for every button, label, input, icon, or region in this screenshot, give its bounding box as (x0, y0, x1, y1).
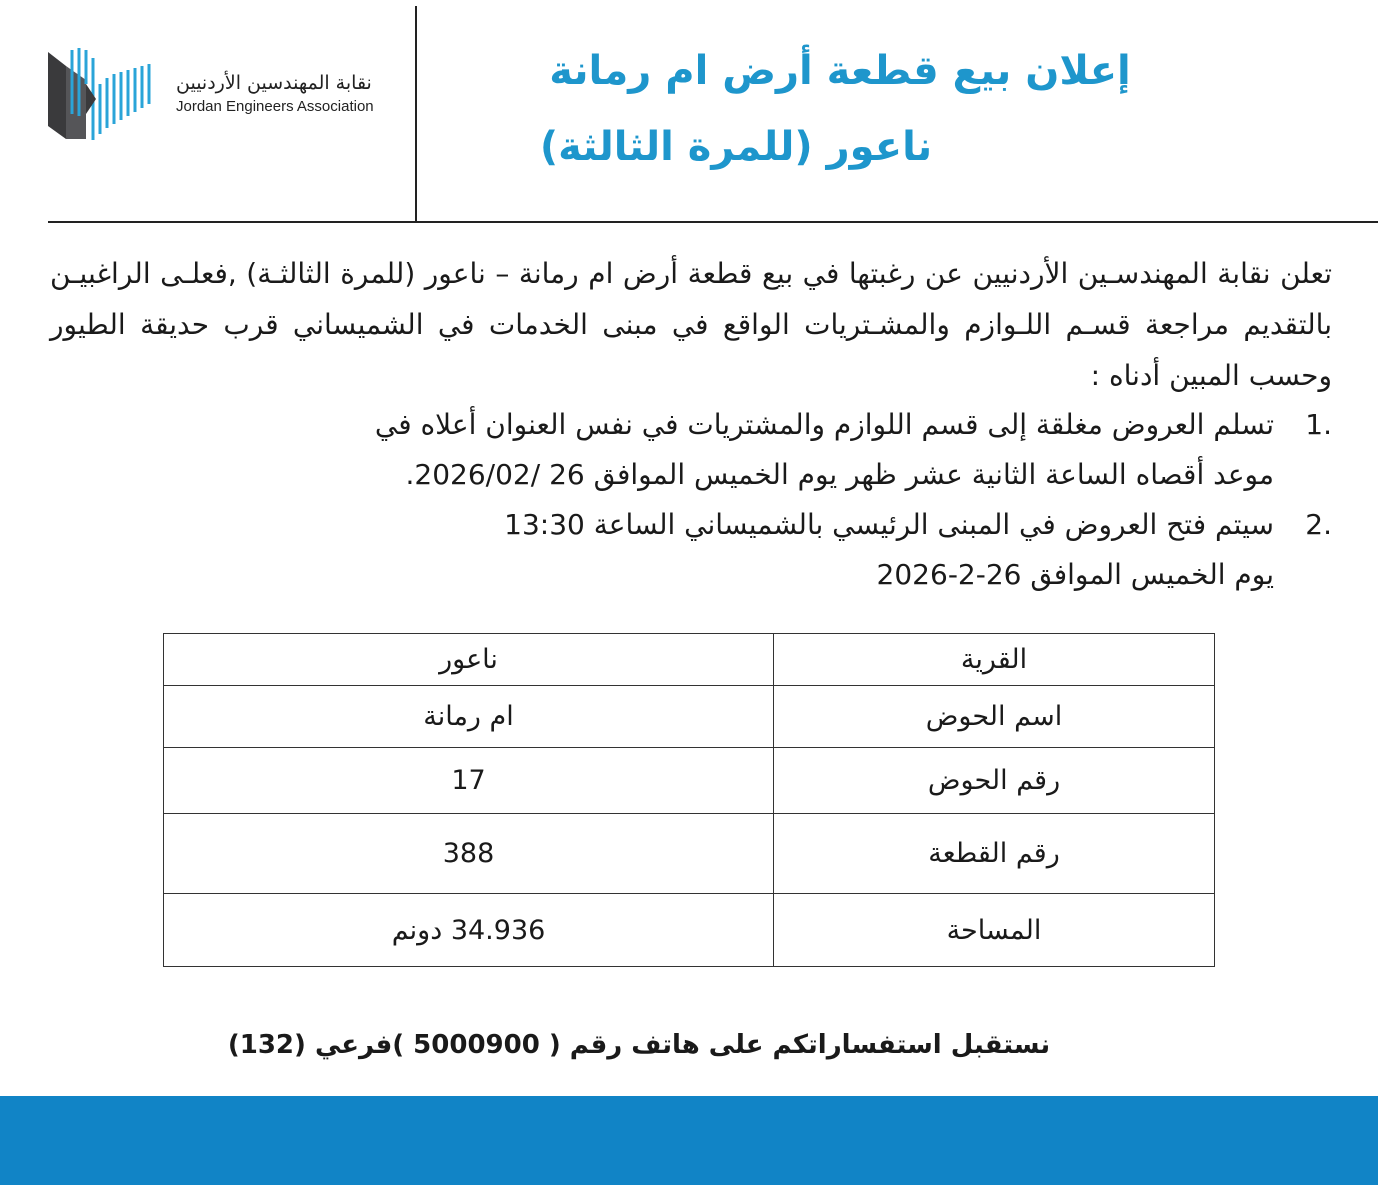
list-item-line: سيتم فتح العروض في المبنى الرئيسي بالشميساني الساعة 13:30 (504, 508, 1274, 541)
table-row (164, 814, 1215, 894)
table-cell-value: 17 (164, 748, 774, 814)
table-cell-key: رقم القطعة (774, 814, 1215, 894)
intro-paragraph: تعلن نقابة المهندسـين الأردنيين عن رغبتها في بيع قطعة أرض ام رمانة – ناعور (للمرة الثالثـة) ,فعلـى الراغبيـن بالتقديم مراجعة قسـم اللـوازم والمشـتريات الواقع في مبنى الخدمات في الشميساني قرب حديقة الطيور وحسب المبين أدناه : (50, 257, 1332, 392)
list-item-line: تسلم العروض مغلقة إلى قسم اللوازم والمشتريات في نفس العنوان أعلاه في (374, 408, 1274, 441)
table-row (164, 686, 1215, 748)
logo-arabic-name: نقابة المهندسين الأردنيين (176, 72, 372, 94)
logo (46, 44, 406, 144)
list-item (50, 500, 1332, 600)
list-item-line: موعد أقصاه الساعة الثانية عشر ظهر يوم الخميس الموافق 26 /2026/02. (405, 458, 1274, 491)
header-divider-vertical (415, 6, 417, 222)
list-item-line: يوم الخميس الموافق 26-2-2026 (876, 558, 1274, 591)
table-cell-value: 34.936 دونم (164, 894, 774, 967)
footer-bar (0, 1096, 1378, 1185)
list-item (50, 400, 1332, 500)
logo-english-name: Jordan Engineers Association (176, 98, 374, 115)
table-cell-value: 388 (164, 814, 774, 894)
header-divider-horizontal (48, 221, 1378, 223)
list-item-number: 2. (1305, 508, 1332, 541)
page-title-line2: ناعور (للمرة الثالثة) (539, 124, 933, 170)
table-cell-key: القرية (774, 634, 1215, 686)
contact-info: نستقبل استفساراتكم على هاتف رقم ( 5000900 )فرعي (132) (227, 1030, 1051, 1060)
table-cell-key: المساحة (774, 894, 1215, 967)
table-cell-key: رقم الحوض (774, 748, 1215, 814)
table-row (164, 894, 1215, 967)
jea-logo-icon (46, 44, 156, 144)
table-cell-value: ام رمانة (164, 686, 774, 748)
list-item-number: 1. (1305, 408, 1332, 441)
table-row (164, 748, 1215, 814)
page-title-line1: إعلان بيع قطعة أرض ام رمانة (549, 48, 1131, 94)
conditions-list (50, 400, 1332, 600)
table-row (164, 634, 1215, 686)
table-cell-value: ناعور (164, 634, 774, 686)
table-cell-key: اسم الحوض (774, 686, 1215, 748)
land-details-table (163, 633, 1215, 967)
